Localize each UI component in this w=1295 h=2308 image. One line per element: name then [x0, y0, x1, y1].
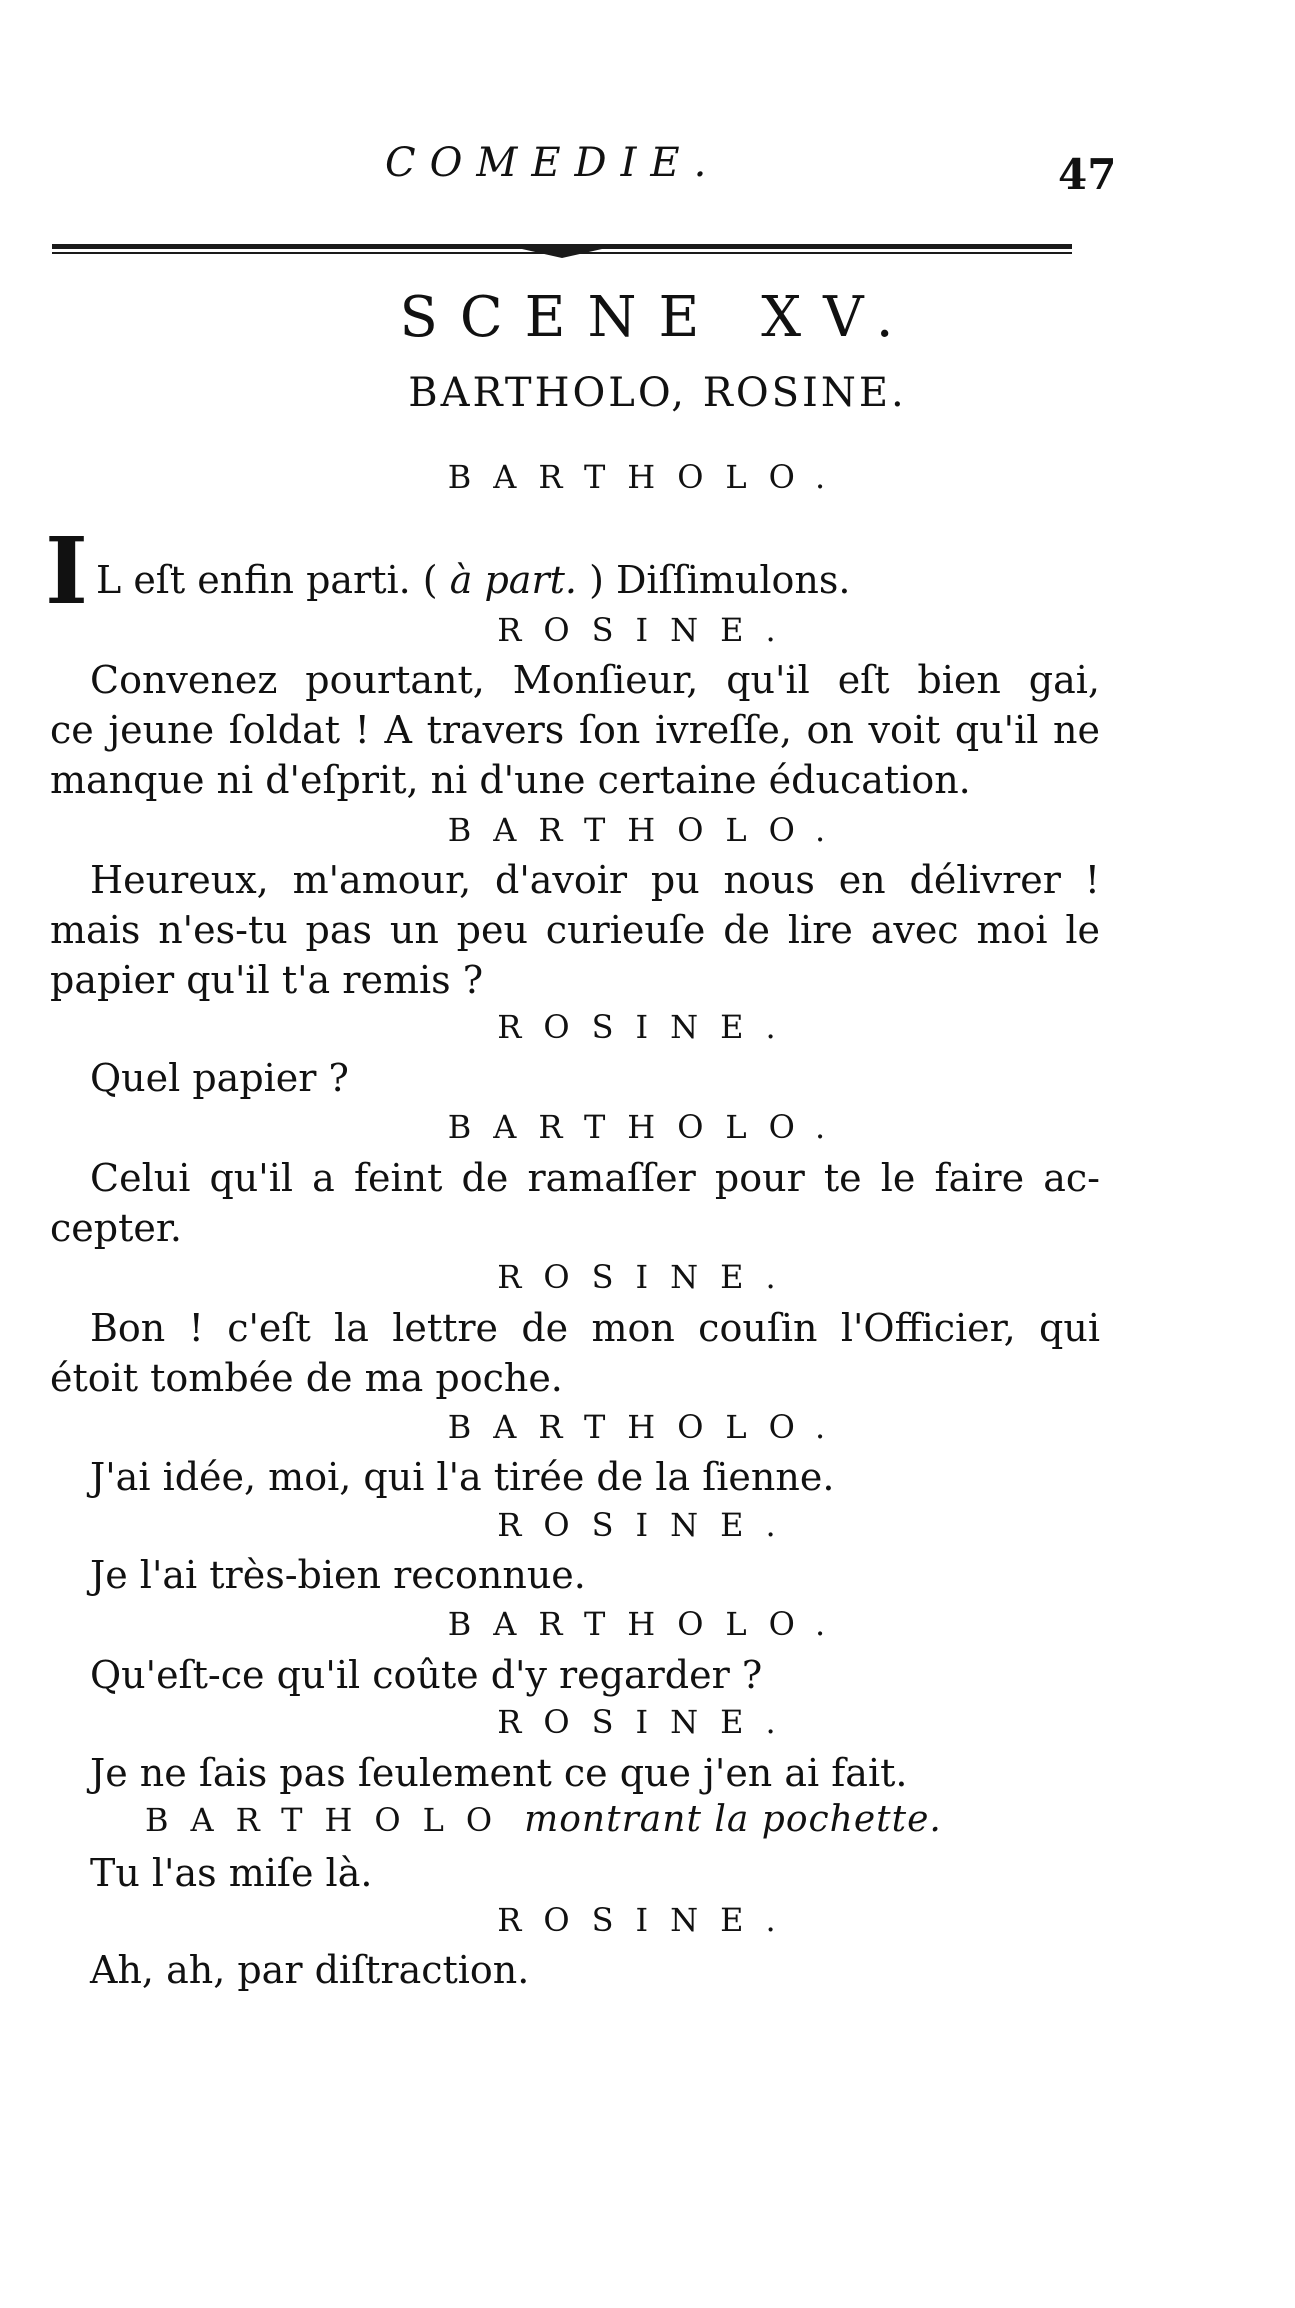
speech-block — [90, 1452, 1100, 1502]
speech-line: Convenez pourtant, Monſieur, qu'il eſt bien gai, — [90, 658, 1100, 702]
speaker-heading: BARTHOLO. — [447, 811, 848, 849]
speech-block — [90, 1053, 1100, 1103]
speech-block — [50, 855, 1100, 1005]
speaker-heading: ROSINE. — [497, 1506, 798, 1544]
speech-line: Celui qu'il a feint de ramaſſer pour te le faire ac- — [90, 1156, 1100, 1200]
speech-line: Je l'ai très-bien reconnue. — [90, 1553, 586, 1597]
opening-speech — [96, 555, 850, 605]
speaker-heading: ROSINE. — [497, 1008, 798, 1046]
speaker-heading: BARTHOLO — [145, 1801, 515, 1839]
speaker-with-direction — [145, 1798, 1145, 1842]
speech-block — [90, 1748, 1100, 1798]
speech-block — [90, 1650, 1100, 1700]
speech-line: étoit tombée de ma poche. — [50, 1356, 563, 1400]
speaker-heading: BARTHOLO. — [447, 1605, 848, 1643]
stage-direction: montrant la pochette. — [524, 1799, 942, 1840]
scene-title: SCENE XV. — [399, 285, 916, 350]
speech-line: Quel papier ? — [90, 1056, 349, 1100]
stage-aside: à part. — [449, 558, 577, 602]
speaker-heading: BARTHOLO. — [447, 458, 848, 496]
speech-line: Bon ! c'eſt la lettre de mon couſin l'Officier, qui — [90, 1306, 1100, 1350]
speech-block — [90, 1945, 1100, 1995]
speech-block — [90, 1550, 1100, 1600]
speech-line: J'ai idée, moi, qui l'a tirée de la ſienne. — [90, 1455, 835, 1499]
speaker-heading: ROSINE. — [497, 1258, 798, 1296]
speech-line: cepter. — [50, 1206, 182, 1250]
speech-line: ce jeune ſoldat ! A travers ſon ivreſſe, on voit qu'il ne — [50, 708, 1100, 752]
speech-block — [50, 1303, 1100, 1403]
header-rule — [52, 242, 1072, 260]
running-title: COMEDIE. — [385, 140, 721, 186]
drop-cap: I — [45, 517, 89, 625]
speech-line: Ah, ah, par diſtraction. — [90, 1948, 530, 1992]
page-number: 47 — [1058, 150, 1117, 199]
speech-line: mais n'es-tu pas un peu curieuſe de lire avec moi le — [50, 908, 1100, 952]
speech-block — [50, 1153, 1100, 1253]
speaker-heading: ROSINE. — [497, 1901, 798, 1939]
speaker-heading: ROSINE. — [497, 1703, 798, 1741]
speech-line: papier qu'il t'a remis ? — [50, 958, 484, 1002]
speech-line: Tu l'as miſe là. — [90, 1851, 373, 1895]
speaker-heading: BARTHOLO. — [447, 1408, 848, 1446]
speaker-heading: ROSINE. — [497, 611, 798, 649]
opening-text: L eſt enfin parti. ( — [96, 558, 438, 602]
scene-characters: BARTHOLO, ROSINE. — [408, 370, 907, 416]
speech-block — [90, 1848, 1100, 1898]
speaker-heading: BARTHOLO. — [447, 1108, 848, 1146]
speech-block — [50, 655, 1100, 805]
speech-line: Heureux, m'amour, d'avoir pu nous en délivrer ! — [90, 858, 1100, 902]
speech-line: manque ni d'eſprit, ni d'une certaine éducation. — [50, 758, 971, 802]
speech-line: Je ne ſais pas ſeulement ce que j'en ai fait. — [90, 1751, 908, 1795]
opening-text-end: ) Diſſimulons. — [589, 558, 851, 602]
speech-line: Qu'eſt-ce qu'il coûte d'y regarder ? — [90, 1653, 763, 1697]
